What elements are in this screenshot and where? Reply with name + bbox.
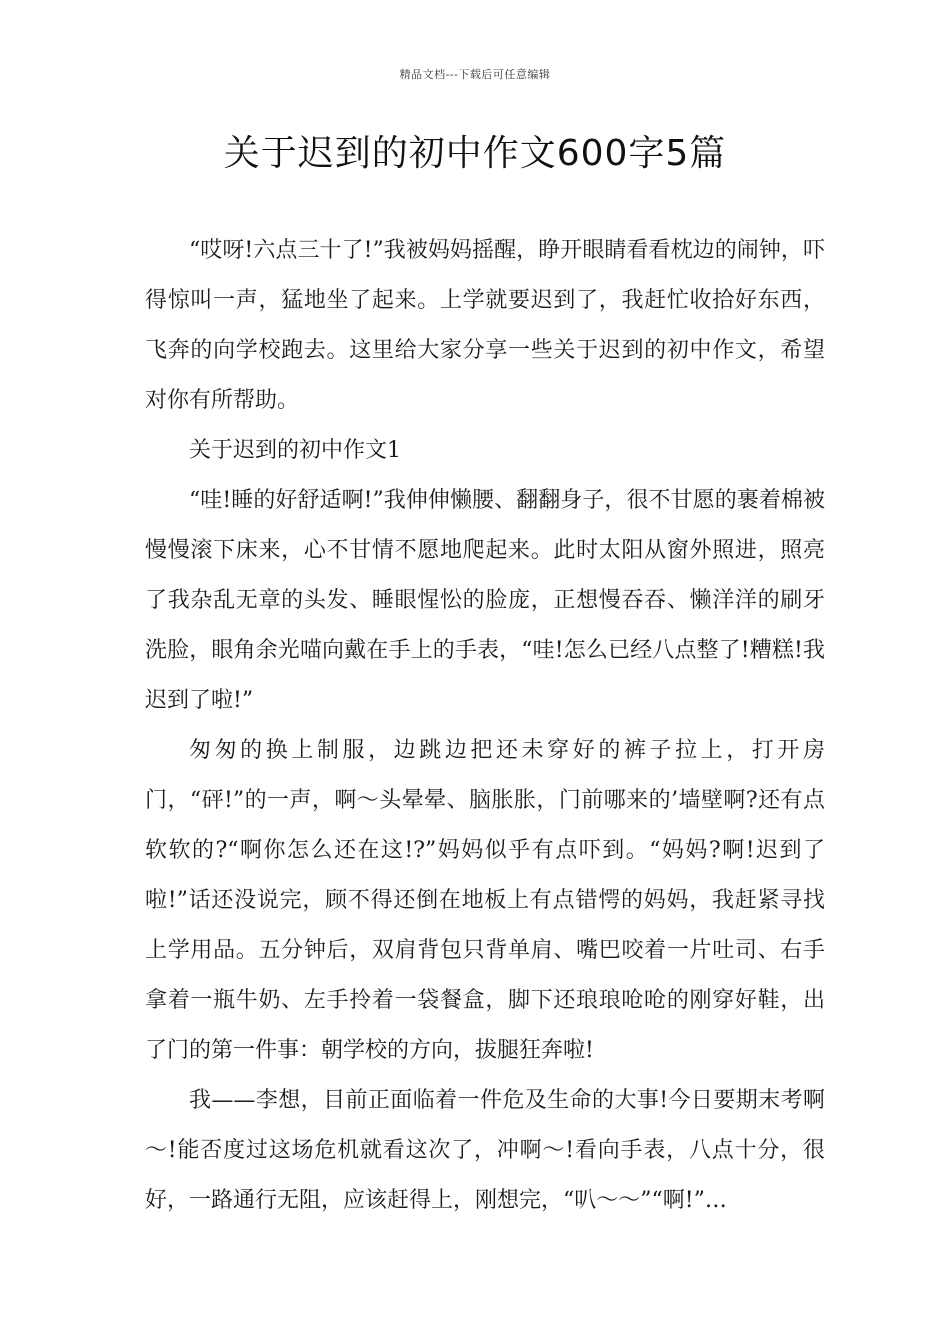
- body-paragraph: 匆匆的换上制服，边跳边把还未穿好的裤子拉上，打开房门，“砰!”的一声，啊～头晕晕、脑胀胀，门前哪来的’墙壁啊?还有点软软的?“啊你怎么还在这!?”妈妈似乎有点吓到。“妈妈?啊!迟到了啦!”话还没说完，顾不得还倒在地板上有点错愕的妈妈，我赶紧寻找上学用品。五分钟后，双肩背包只背单肩、嘴巴咬着一片吐司、右手拿着一瓶牛奶、左手拎着一袋餐盒，脚下还琅琅呛呛的刚穿好鞋，出了门的第一件事：朝学校的方向，拔腿狂奔啦!: [145, 738, 825, 1063]
- header-note: 精品文档---下载后可任意编辑: [399, 68, 551, 81]
- document-title: 关于迟到的初中作文600字5篇: [223, 133, 727, 174]
- body-paragraph: 我——李想，目前正面临着一件危及生命的大事!今日要期末考啊～!能否度过这场危机就看这次了，冲啊～!看向手表，八点十分，很好，一路通行无阻，应该赶得上，刚想完，“叭～～”“啊!”…: [145, 1088, 825, 1213]
- intro-paragraph: “哎呀!六点三十了!”我被妈妈摇醒，睁开眼睛看看枕边的闹钟，吓得惊叫一声，猛地坐了起来。上学就要迟到了，我赶忙收拾好东西，飞奔的向学校跑去。这里给大家分享一些关于迟到的初中作文，希望对你有所帮助。: [145, 238, 825, 413]
- document-body: [145, 226, 825, 1226]
- section-heading: 关于迟到的初中作文1: [189, 438, 401, 463]
- body-paragraph: “哇!睡的好舒适啊!”我伸伸懒腰、翻翻身子，很不甘愿的裹着棉被慢慢滚下床来，心不甘情不愿地爬起来。此时太阳从窗外照进，照亮了我杂乱无章的头发、睡眼惺忪的脸庞，正想慢吞吞、懒洋洋的刷牙洗脸，眼角余光喵向戴在手上的手表，“哇!怎么已经八点整了!糟糕!我迟到了啦!”: [145, 488, 825, 713]
